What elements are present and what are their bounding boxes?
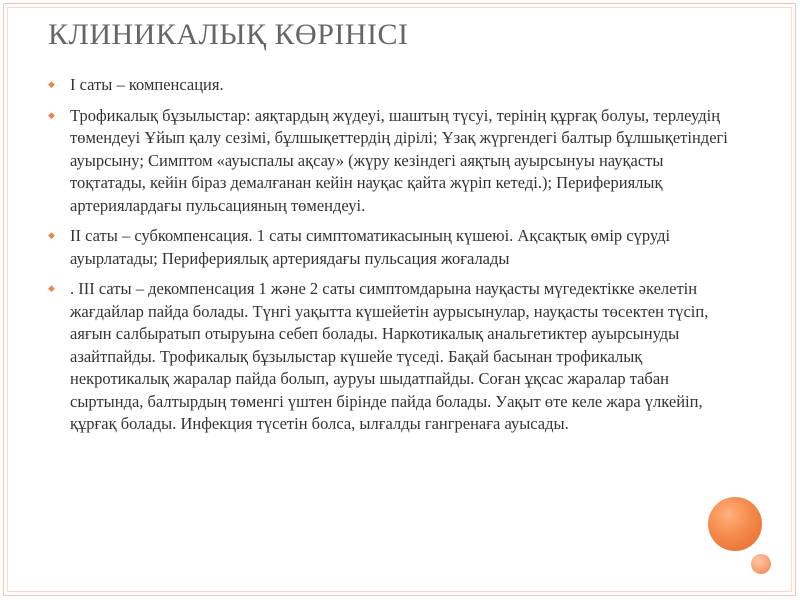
diamond-bullet-icon: ◆ (48, 284, 55, 294)
bullet-list (48, 74, 738, 444)
diamond-bullet-icon: ◆ (48, 80, 55, 90)
bullet-item-stage-1 (48, 74, 738, 97)
bullet-item-trophic-symptoms (48, 105, 738, 218)
bullet-text: . ІІІ саты – декомпенсация 1 және 2 саты симптомдарына науқасты мүгедектікке әкелетін жағдайлар пайда болады. Түнгі уақытта күшейетін аурысынулар, науқасты төсектен түсіп, аяғын салбыратып отыруына себеп болады. Наркотикалық анальгетиктер ауырсынуды азайтпайды. Трофикалық бұзылыстар күшейе түседі. Бақай басынан трофикалық некротикалық жаралар пайда болып, ауруы шыдатпайды. Соған ұқсас жаралар табан сыртында, балтырдың төменгі үштен бірінде пайда болады. Уақыт өте келе жара үлкейіп, құрғақ болады. Инфекция түсетін болса, ылғалды гангренаға ауысады. (70, 279, 709, 433)
bullet-item-stage-2 (48, 225, 738, 270)
bullet-text: Трофикалық бұзылыстар: аяқтардың жүдеуі, шаштың түсуі, терінің құрғақ болуы, терлеудің төмендеуі Ұйып қалу сезімі, бұлшықеттердің дірілі; Ұзақ жүргендегі балтыр бұлшықетіндегі ауырсыну; Симптом «ауыспалы ақсау» (жүру кезіндегі аяқтың ауырсынуы науқасты тоқтатады, кейін біраз демалғанан кейін науқас қайта жүріп кетеді.); Перифериялық артериялардағы пульсацияның төмендеуі. (70, 105, 728, 215)
slide-title: КЛИНИКАЛЫҚ КӨРІНІСІ (48, 18, 409, 51)
decorative-orange-circle-large (708, 497, 762, 551)
bullet-text: І саты – компенсация. (70, 75, 224, 94)
diamond-bullet-icon: ◆ (48, 110, 55, 121)
bullet-item-stage-3 (48, 278, 738, 436)
decorative-orange-circle-small (751, 554, 771, 574)
diamond-bullet-icon: ◆ (48, 231, 55, 241)
bullet-text: ІІ саты – субкомпенсация. 1 саты симптоматикасының күшеюі. Ақсақтық өмір сүруді ауырлатады; Перифериялық артериядағы пульсация жоғалады (70, 226, 671, 268)
